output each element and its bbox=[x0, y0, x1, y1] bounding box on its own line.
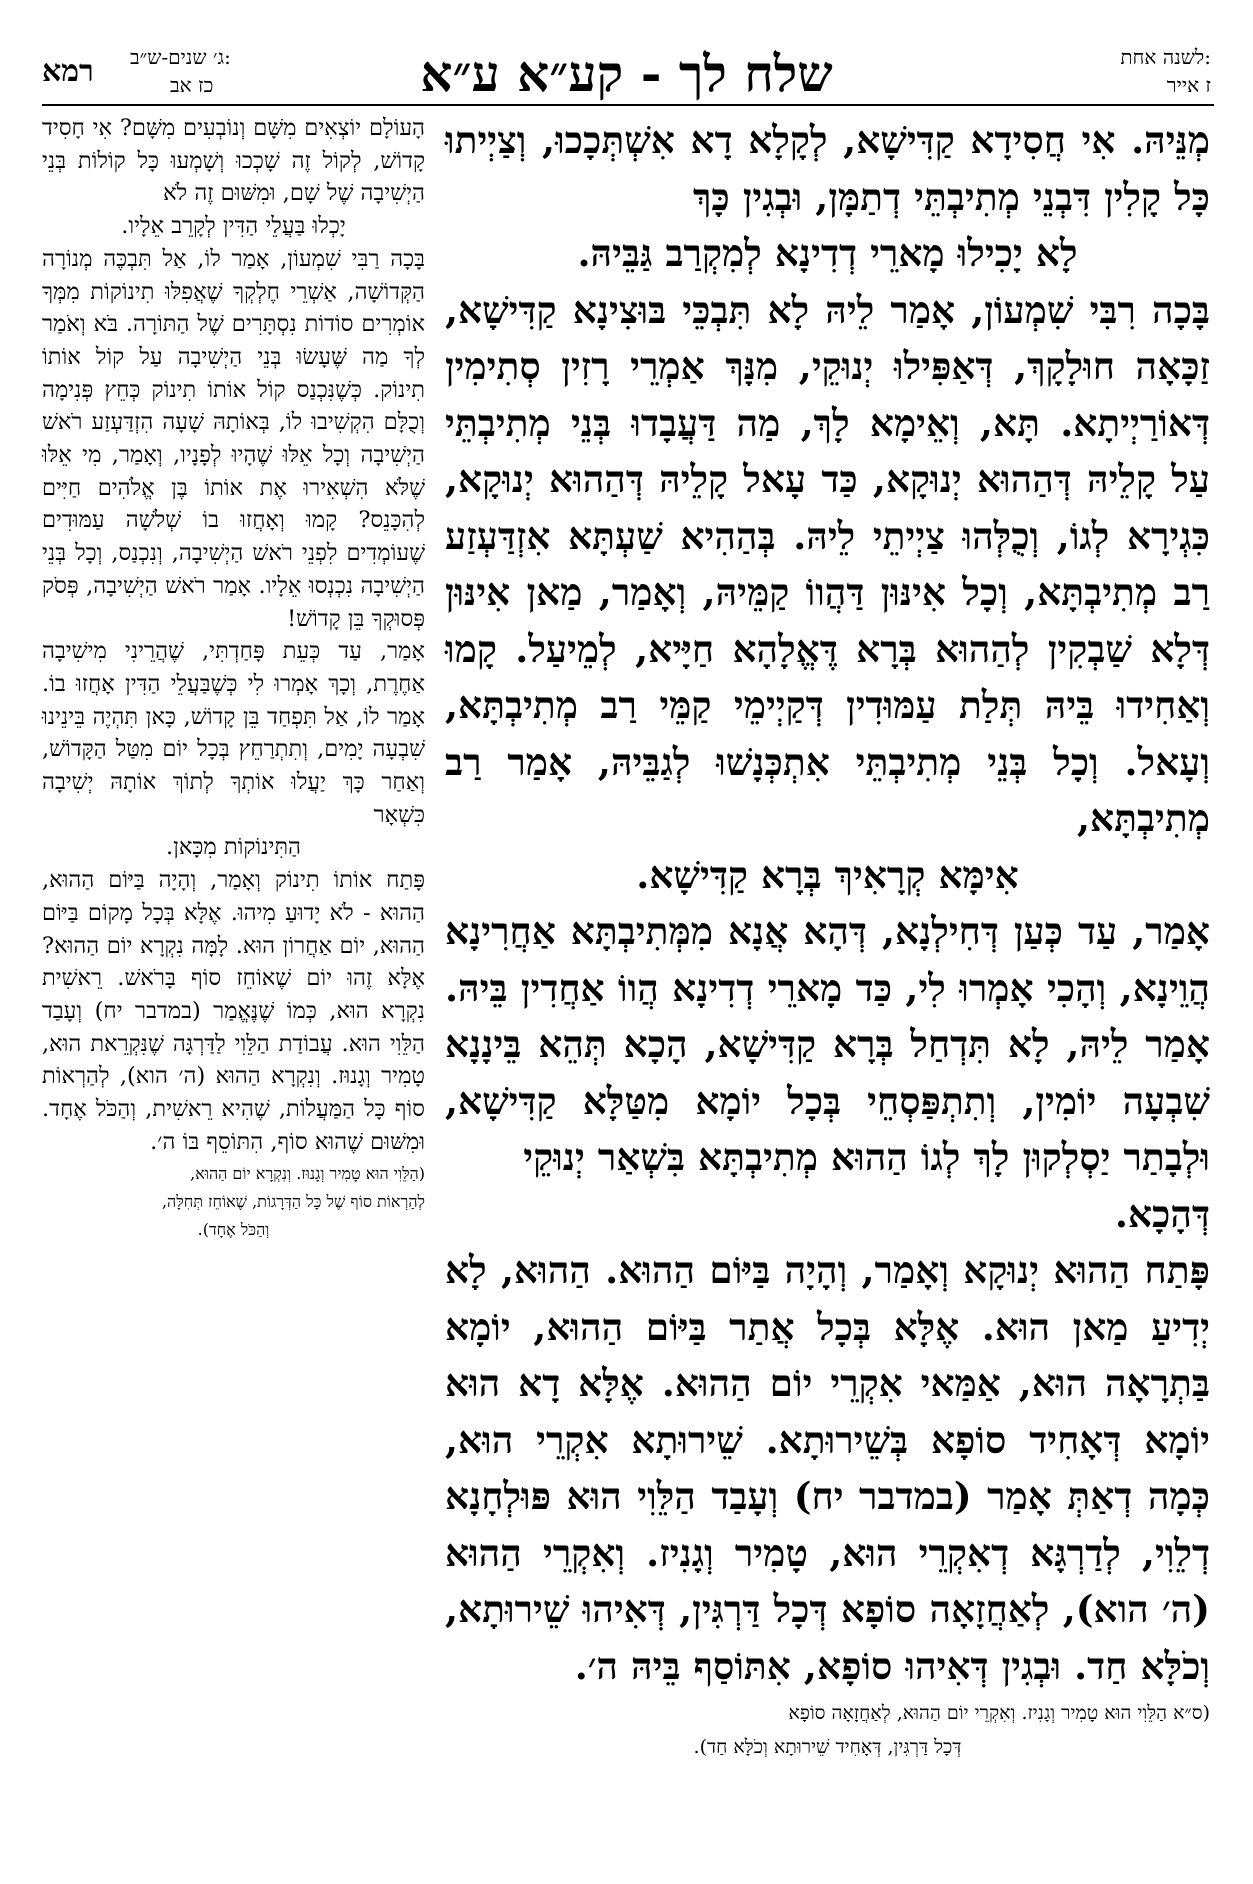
header-right-line1: לשנה אחת: bbox=[1120, 45, 1211, 69]
side-paragraph: פָּתַח אוֹתוֹ תִינוֹק וְאָמַר, וְהָיָה בַּיּוֹם הַהוּא, הַהוּא - לֹא יָדוּעַ מִיהוּ. אֶלָּא בְּכָל מָקוֹם בַּיּוֹם הַהוּא, יוֹם אַחֲרוֹן הוּא. לָמָּה נִקְרָא יוֹם הַהוּא? אֶלָּא זֶהוּ יוֹם שֶׁאוֹחֵז סוֹף בָּרֹאשׁ. רֵאשִׁית נִקְרָא הוּא, כְּמוֹ שֶׁנֶּאֱמַר (במדבר יח) וְעָבַד הַלֵּוִי הוּא. עֲבוֹדַת הַלֵּוִי לַדַּרְגָּה שֶׁנִּקְרֵאת הוּא, טָמִיר וְגָנוּז. וְנִקְרָא הַהוּא (ה׳ הוא), לְהַרְאוֹת סוֹף כָּל הַמַּעֲלוֹת, שֶׁהִיא רֵאשִׁית, וְהַכֹּל אֶחָד. וּמִשּׁוּם שֶׁהוּא סוֹף, הִתּוֹסֵף בּוֹ ה׳. bbox=[42, 867, 425, 1155]
header-right-line2: ז אייר bbox=[1166, 73, 1211, 97]
page-title: שלח לך - קע״א ע״א bbox=[420, 44, 833, 103]
side-column-hebrew bbox=[42, 112, 425, 1243]
main-paragraph: דְּהָכָא. bbox=[1114, 1191, 1210, 1236]
main-footnote: דְּכָל דַּרְגִּין, דְּאָחִיד שֵׁירוּתָא וְכֹלָּא חַד). bbox=[693, 1736, 962, 1758]
side-paragraph: יָכְלוּ בַּעֲלֵי הַדִּין לְקָרֵב אֵלָיו. bbox=[121, 213, 346, 240]
main-column-aramaic bbox=[445, 112, 1210, 1762]
main-paragraph: לָא יָכִילוּ מָארֵי דְדִינָא לְמִקְרַב גַּבֵּיהּ. bbox=[577, 231, 1078, 275]
main-paragraph: אָמַר, עַד כְּעַן דְּחִילְנָא, דְּהָא אֲנָא מִמְּתִיבְתָּא אַחֲרִינָא הֲוֵינָא, וְהָכִי אָמְרוּ לִי, כַּד מָארֵי דְדִינָא הֲווֹ אַחֲדִין בֵּיהּ. אָמַר לֵיהּ, לָא תִּדְחַל בְּרָא קַדִּישָׁא, הָכָא תְּהֵא בֵּינָנָא שִׁבְעָה יוֹמִין, וְתִתְפַּסְחֵי בְּכָל יוֹמָא מִטַּלָּא קַדִּישָׁא, וּלְבָתַר יַסְלְקוּן לָךְ לְגוֹ הַהוּא מְתִיבְתָּא בִּשְׁאַר יְנוּקֵי bbox=[445, 909, 1210, 1179]
header-rule bbox=[42, 104, 1214, 106]
side-paragraph: הַתִּינוֹקוֹת מִכָּאן. bbox=[165, 834, 302, 861]
side-footnote: וְהַכֹּל אֶחָד). bbox=[197, 1219, 270, 1239]
main-paragraph: מְנֵּיהּ. אִי חֲסִידָא קַדִּישָׁא, לְקָלָא דָא אִשְׁתְּכָכוּ, וְצַיְיתוּ כָּל קָלִין דִּבְנֵי מְתִיבְתֵּי דְתַמָּן, וּבְגִין כָּךְ bbox=[445, 118, 1210, 219]
main-paragraph: פָּתַח הַהוּא יְנוּקָא וְאָמַר, וְהָיָה בַּיּוֹם הַהוּא. הַהוּא, לָא יְדִיעַ מַאן הוּא. אֶלָּא בְּכָל אֲתַר בַּיּוֹם הַהוּא, יוֹמָא בַּתְרָאָה הוּא, אַמַּאי אִקְרֵי יוֹם הַהוּא. אֶלָּא דָא הוּא יוֹמָא דְּאָחִיד סוֹפָא בְּשֵׁירוּתָא. שֵׁירוּתָא אִקְרֵי הוּא, כְּמָה דְאַתְּ אָמַר (במדבר יח) וְעָבַד הַלֵּוִי הוּא פּוּלְחָנָא דְלֵוִי, לְדַרְגָּא דְאִקְרֵי הוּא, טָמִיר וְגָנִיז. וְאִקְרֵי הַהוּא (ה׳ הוא), לְאַחֲזָאָה סוֹפָא דְּכָל דַּרְגִּין, דְּאִיהוּ שֵׁירוּתָא, וְכֹלָּא חַד. וּבְגִין דְּאִיהוּ סוֹפָא, אִתּוֹסַף בֵּיהּ ה׳. bbox=[445, 1248, 1210, 1688]
header-left-line1: ג׳ שנים-ש״ב: bbox=[130, 45, 231, 69]
folio-number: רמא bbox=[42, 54, 94, 89]
page-header bbox=[0, 0, 1253, 108]
side-footnote: לְהַרְאוֹת סוֹף שֶׁל כָּל הַדְּרָגוֹת, שֶׁאוֹחֵז תְּחִלָּה, bbox=[161, 1191, 425, 1211]
header-left-line2: כז אב bbox=[170, 73, 214, 97]
side-paragraph: אָמַר, עַד כְּעֵת פָּחַדְתִּי, שֶׁהֲרֵינִי מִישִׁיבָה אַחֶרֶת, וְכָךְ אָמְרוּ לִי כְּשֶׁבַּעֲלֵי הַדִּין אָחֲזוּ בוֹ. אָמַר לוֹ, אַל תִּפְחַד בֵּן קָדוֹשׁ, כָּאן תִּהְיֶה בֵּינֵינוּ שִׁבְעָה יָמִים, וְתִתְרַחֵץ בְּכָל יוֹם מִטַּל הַקָּדוֹשׁ, וְאַחַר כָּךְ יַעֲלוּ אוֹתְךָ לְתוֹךְ אוֹתָהּ יְשִׁיבָה כִּשְׁאָר bbox=[42, 638, 425, 828]
side-footnote: (הַלֵּוִי הוּא טָמִיר וְגָנוּז. וְנִקְרָא יוֹם הַהוּא, bbox=[190, 1163, 425, 1183]
main-footnote: (ס״א הַלֵּוִי הוּא טָמִיר וְגָנִיז. וְאִקְרֵי יוֹם הַהוּא, לְאַחֲזָאָה סוֹפָא bbox=[788, 1702, 1210, 1724]
side-paragraph: הָעוֹלָם יוֹצְאִים מִשָּׁם וְנוֹבְעִים מִשָּׁם? אִי חָסִיד קָדוֹשׁ, לְקוֹל זֶה שָׁכְכוּ וְשָׁמְעוּ כָּל קוֹלוֹת בְּנֵי הַיְשִׁיבָה שֶׁל שָׁם, וּמִשּׁוּם זֶה לֹא bbox=[42, 115, 425, 207]
main-paragraph: בָּכָה רִבִּי שִׁמְעוֹן, אָמַר לֵיהּ לָא תִּבְכֵּי בּוּצִינָא קַדִּישָׁא, זַכָּאָה חוּלָקָךְ, דְּאַפִּילוּ יְנוּקֵי, מִנָּךְ אַמְרֵי רָזִין סְתִימִין דְּאוֹרַיְיתָא. תָּא, וְאֵימָא לָךְ, מַה דַּעֲבָדוּ בְּנֵי מְתִיבְתֵּי עַל קָלֵיהּ דְּהַהוּא יְנוּקָא, כַּד עָאל קָלֵיהּ דְּהַהוּא יְנוּקָא, כִּגְירָא לְגוֹ, וְכֻלְּהוּ צַיְיתֵי לֵיהּ. בְּהַהִיא שַׁעְתָּא אִזְדַּעְזַע רַב מְתִיבְתָּא, וְכָל אִינּוּן דַּהֲווֹ קַמֵּיהּ, וְאָמַר, מַאן אִינּוּן דְּלָא שַׁבְקִין לְהַהוּא בְּרָא דֶּאֱלָהָא חַיָּיא, לְמֵיעַל. קָמוּ וְאַחִידוּ בֵּיהּ תְּלַת עַמּוּדִין דְּקַיְימֵי קַמֵּי רַב מְתִיבְתָּא, וְעָאל. וְכָל בְּנֵי מְתִיבְתֵּי אִתְכְּנָשׁוּ לְגַבֵּיהּ, אָמַר רַב מְתִיבְתָּא, bbox=[445, 287, 1210, 840]
main-paragraph: אִימָּא קְרָאִיךְ בְּרָא קַדִּישָׁא. bbox=[636, 852, 1019, 897]
side-paragraph: בָּכָה רַבִּי שִׁמְעוֹן, אָמַר לוֹ, אַל תִּבְכֶּה מְנוֹרָה הַקְּדוֹשָׁה, אַשְׁרֵי חֶלְקְךָ שֶׁאֲפִלּוּ תִינוֹקוֹת מִמְּךָ אוֹמְרִים סוֹדוֹת נִסְתָּרִים שֶׁל הַתּוֹרָה. בֹּא וְאֹמַר לְךָ מַה שֶּׁעָשׂוּ בְּנֵי הַיְשִׁיבָה עַל קוֹל אוֹתוֹ תִינוֹק. כְּשֶׁנִּכְנַס קוֹל אוֹתוֹ תִינוֹק כְּחֵץ פְּנִימָה וְכֻלָּם הִקְשִׁיבוּ לוֹ, בְּאוֹתָהּ שָׁעָה הִזְדַּעְזַע רֹאשׁ הַיְשִׁיבָה וְכָל אֵלּוּ שֶׁהָיוּ לְפָנָיו, וְאָמַר, מִי אֵלּוּ שֶׁלֹּא הִשְׁאִירוּ אֶת אוֹתוֹ בֶּן אֱלֹהִים חַיִּים לְהִכָּנֵס? קָמוּ וְאָחֲזוּ בוֹ שְׁלֹשָׁה עַמּוּדִים שֶׁעוֹמְדִים לִפְנֵי רֹאשׁ הַיְשִׁיבָה, וְנִכְנַס, וְכָל בְּנֵי הַיְשִׁיבָה נִכְנְסוּ אֵלָיו. אָמַר רֹאשׁ הַיְשִׁיבָה, פְּסֹק פְּסוּקְךָ בֵּן קָדוֹשׁ! bbox=[42, 245, 425, 632]
